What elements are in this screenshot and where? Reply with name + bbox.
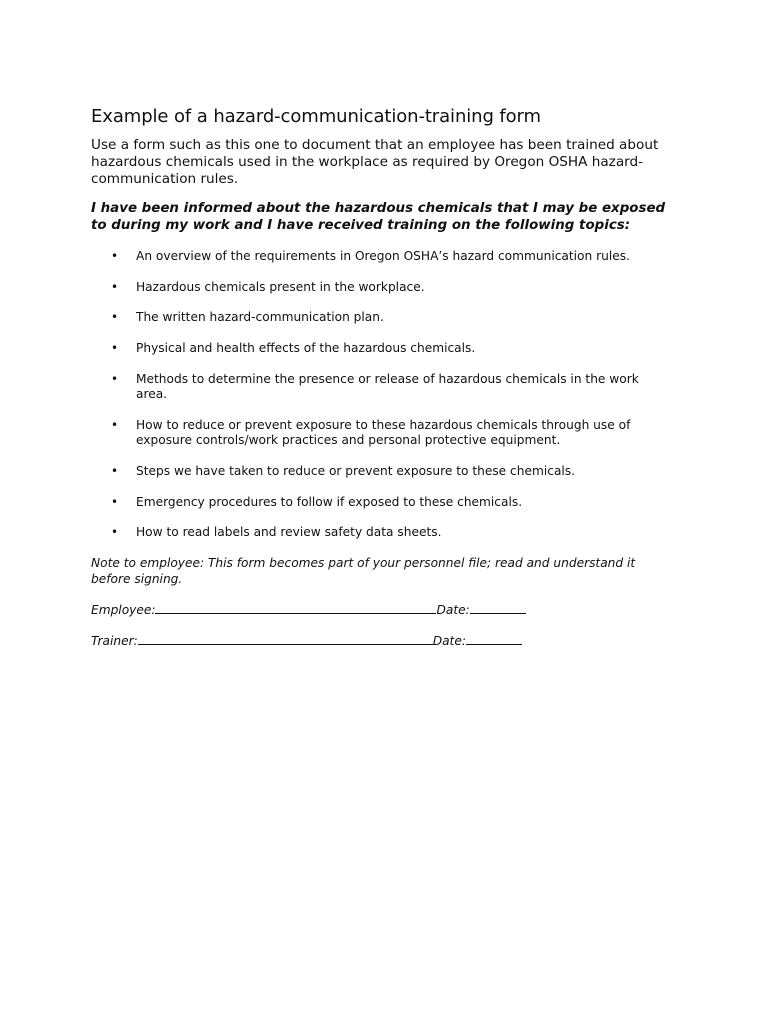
- form-title: Example of a hazard-communication-training form: [91, 106, 541, 127]
- list-item: [91, 372, 664, 403]
- trainer-label: Trainer:: [91, 633, 138, 648]
- training-topics-list: [91, 249, 681, 541]
- list-item: [91, 418, 664, 449]
- list-item: [91, 341, 664, 356]
- employee-note: Note to employee: This form becomes part of your personnel file; read and understand it before signing.: [91, 556, 636, 586]
- topic-text: Steps we have taken to reduce or prevent exposure to these chemicals.: [136, 464, 576, 479]
- list-item: [91, 525, 664, 540]
- trainer-date-field[interactable]: [466, 633, 522, 645]
- bullet-icon: •: [111, 371, 119, 386]
- topic-text: Emergency procedures to follow if exposed to these chemicals.: [136, 494, 523, 509]
- topic-text: How to reduce or prevent exposure to these hazardous chemicals through use of exposure controls/work practices and personal protective equipment.: [136, 417, 631, 448]
- topic-text: Physical and health effects of the hazardous chemicals.: [136, 341, 476, 356]
- topic-text: The written hazard-communication plan.: [136, 310, 384, 325]
- bullet-icon: •: [111, 464, 119, 479]
- bullet-icon: •: [111, 525, 119, 540]
- trainer-signature-row: [91, 633, 681, 649]
- list-item: [91, 280, 664, 295]
- employee-label: Employee:: [91, 602, 156, 617]
- list-item: [91, 464, 664, 479]
- bullet-icon: •: [111, 341, 119, 356]
- bullet-icon: •: [111, 310, 119, 325]
- bullet-icon: •: [111, 249, 119, 263]
- employee-signature-field[interactable]: [155, 602, 436, 614]
- employee-date-field[interactable]: [470, 602, 526, 614]
- list-item: [91, 310, 664, 325]
- trainer-date-label: Date:: [432, 633, 466, 648]
- list-item: [91, 249, 664, 264]
- topic-text: How to read labels and review safety data sheets.: [136, 525, 442, 540]
- acknowledgement-statement: I have been informed about the hazardous chemicals that I may be exposed to during my work and I have received training on the following topics:: [91, 201, 666, 233]
- bullet-icon: •: [111, 417, 119, 432]
- bullet-icon: •: [111, 494, 119, 509]
- list-item: [91, 495, 664, 510]
- topic-text: An overview of the requirements in Oregon OSHA’s hazard communication rules.: [136, 249, 630, 263]
- topic-text: Methods to determine the presence or release of hazardous chemicals in the work area.: [136, 371, 639, 402]
- topic-text: Hazardous chemicals present in the workplace.: [136, 279, 425, 294]
- form-page: [91, 106, 681, 664]
- bullet-icon: •: [111, 279, 119, 294]
- employee-date-label: Date:: [436, 602, 470, 617]
- employee-signature-row: [91, 602, 681, 618]
- trainer-signature-field[interactable]: [138, 633, 433, 645]
- intro-paragraph: Use a form such as this one to document that an employee has been trained about hazardous chemicals used in the workplace as required by Oregon OSHA hazard-communication rules.: [91, 137, 659, 187]
